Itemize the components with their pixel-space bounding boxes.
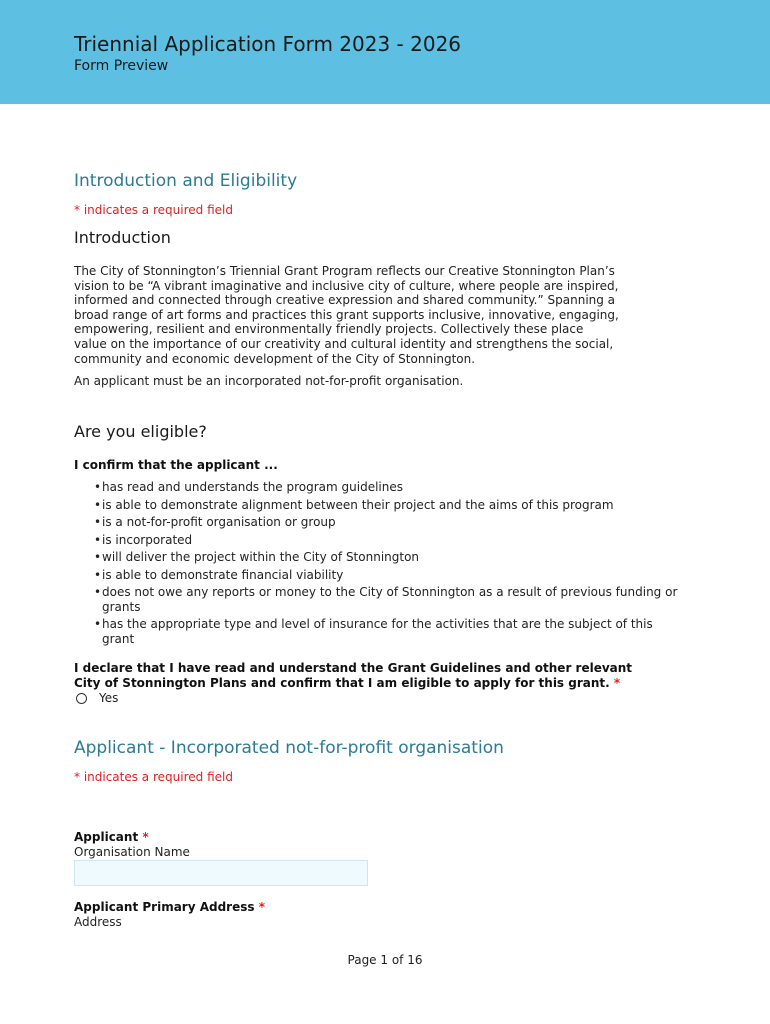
- applicant-label: Applicant *: [74, 830, 149, 844]
- form-subtitle: Form Preview: [74, 58, 169, 74]
- declaration-label: I declare that I have read and understand the Grant Guidelines and other relevant City of Stonnington Plans and confirm that I am eligible to apply for this grant. *: [74, 661, 633, 690]
- required-note: * indicates a required field: [74, 203, 233, 217]
- organisation-name-input[interactable]: [74, 860, 368, 886]
- confirm-label: I confirm that the applicant ...: [74, 458, 278, 472]
- address-label: Address: [74, 915, 122, 929]
- primary-address-label: Applicant Primary Address *: [74, 900, 265, 914]
- introduction-paragraph: The City of Stonnington’s Triennial Grant Program reflects our Creative Stonnington Plan’s vision to be “A vibrant imaginative and inclusive city of culture, where people are inspired, informed and connected through creative expression and shared community.” Spanning a broad range of art forms and practices this grant supports inclusive, innovative, engaging, empowering, resilient and environmentally friendly projects. Collectively these place value on the importance of our creativity and cultural identity and strengthens the social, community and economic development of the City of Stonnington.: [74, 264, 619, 366]
- criteria-list: [74, 480, 684, 649]
- form-title: Triennial Application Form 2023 - 2026: [74, 32, 462, 56]
- list-item: • is a not-for-profit organisation or group: [94, 515, 336, 529]
- yes-radio-label: Yes: [99, 691, 119, 705]
- section-applicant-title: Applicant - Incorporated not-for-profit organisation: [74, 738, 504, 758]
- organisation-name-container: [74, 860, 694, 886]
- introduction-heading: Introduction: [74, 228, 171, 247]
- yes-radio-option[interactable]: [74, 691, 694, 705]
- list-item: • does not owe any reports or money to the City of Stonnington as a result of previous funding or grants: [94, 585, 678, 614]
- eligible-heading: Are you eligible?: [74, 422, 207, 441]
- list-item: • will deliver the project within the City of Stonnington: [94, 550, 420, 564]
- section-intro-title: Introduction and Eligibility: [74, 171, 298, 191]
- required-note: * indicates a required field: [74, 770, 233, 784]
- yes-radio-button[interactable]: [76, 693, 87, 704]
- organisation-name-label: Organisation Name: [74, 845, 190, 859]
- form-header: [0, 0, 770, 104]
- list-item: • has read and understands the program guidelines: [94, 480, 404, 494]
- required-star: *: [613, 676, 621, 690]
- page-number: Page 1 of 16: [347, 953, 423, 967]
- list-item: • is able to demonstrate financial viability: [94, 567, 344, 582]
- list-item: • has the appropriate type and level of insurance for the activities that are the subject of this grant: [94, 617, 653, 646]
- list-item: • is incorporated: [94, 532, 193, 547]
- eligibility-note: An applicant must be an incorporated not-for-profit organisation.: [74, 374, 464, 388]
- list-item: • is able to demonstrate alignment between their project and the aims of this program: [94, 497, 614, 512]
